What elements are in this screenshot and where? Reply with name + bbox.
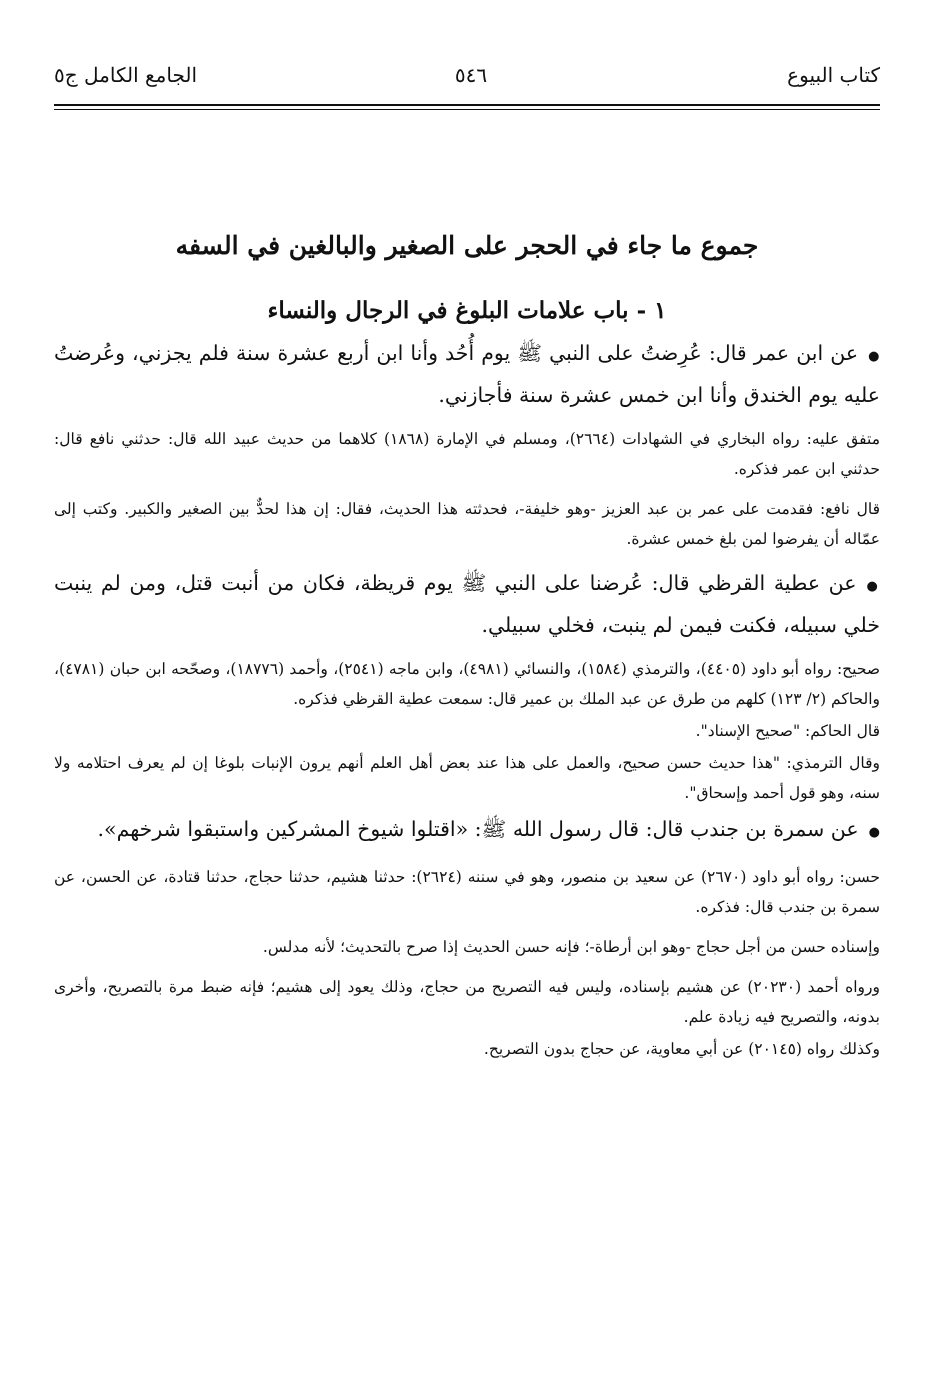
commentary-paragraph: قال نافع: فقدمت على عمر بن عبد العزيز -وهو خليفة-، فحدثته هذا الحديث، فقال: إن هذا لحدٌّ بين الصغير والكبير. وكتب إلى عمّاله أن يفرضوا لمن بلغ خمس عشرة.	[54, 500, 880, 548]
commentary-paragraph: وإسناده حسن من أجل حجاج -وهو ابن أرطاة-؛ فإنه حسن الحديث إذا صرح بالتحديث؛ لأنه مدلس.	[262, 938, 880, 956]
section-title: ١ - باب علامات البلوغ في الرجال والنساء	[267, 297, 667, 324]
commentary-paragraph: متفق عليه: رواه البخاري في الشهادات (٢٦٦٤)، ومسلم في الإمارة (١٨٦٨) كلاهما من حديث عبيد الله قال: حدثني نافع قال: حدثني ابن عمر فذكره.	[54, 430, 881, 478]
commentary-paragraph: ورواه أحمد (٢٠٢٣٠) عن هشيم بإسناده، وليس فيه التصريح من حجاج، وذلك يعود إلى هشيم؛ فإنه ضبط مرة بالتصريح، وأخرى بدونه، والتصريح فيه زيادة علم.	[54, 978, 880, 1026]
commentary-paragraph: وكذلك رواه (٢٠١٤٥) عن أبي معاوية، عن حجاج بدون التصريح.	[483, 1040, 880, 1058]
bullet-icon: ●	[868, 825, 880, 840]
hadith-text: عن ابن عمر قال: عُرِضتُ على النبي ﷺ يوم أُحُد وأنا ابن أربع عشرة سنة فلم يجزني، وعُرضتُ عليه يوم الخندق وأنا ابن خمس عشرة سنة فأجازني.	[54, 341, 880, 407]
header-rule-thin	[54, 109, 880, 110]
hadith-paragraph	[54, 564, 880, 644]
bullet-icon: ●	[866, 579, 881, 594]
hadith-text: عن عطية القرظي قال: عُرضنا على النبي ﷺ يوم قريظة، فكان من أنبت قتل، ومن لم ينبت خلي سبيله، فكنت فيمن لم ينبت، فخلي سبيلي.	[54, 571, 880, 637]
page-number: ٥٤٦	[454, 63, 488, 87]
running-header-book-title: كتاب البيوع	[787, 63, 880, 87]
commentary-paragraph: حسن: رواه أبو داود (٢٦٧٠) عن سعيد بن منصور، وهو في سننه (٢٦٢٤): حدثنا هشيم، حدثنا حجاج، حدثنا قتادة، عن الحسن، عن سمرة بن جندب قال: فذكره.	[54, 868, 880, 916]
commentary-paragraph: صحيح: رواه أبو داود (٤٤٠٥)، والترمذي (١٥٨٤)، والنسائي (٤٩٨١)، وابن ماجه (٢٥٤١)، وأحمد (١٨٧٧٦)، وصحّحه ابن حبان (٤٧٨١)، والحاكم (٢/ ١٢٣) كلهم من طرق عن عبد الملك بن عمير قال: سمعت عطية القرظي فذكره.	[54, 660, 881, 708]
chapter-title: جموع ما جاء في الحجر على الصغير والبالغين في السفه	[175, 231, 759, 260]
hadith-paragraph	[54, 334, 880, 414]
page-body	[54, 226, 880, 1066]
running-header-volume-title: الجامع الكامل ج٥	[54, 63, 198, 87]
bullet-icon: ●	[868, 349, 880, 364]
hadith-text: عن سمرة بن جندب قال: قال رسول الله ﷺ: «اقتلوا شيوخ المشركين واستبقوا شرخهم».	[97, 817, 859, 841]
header-rule-thick	[54, 104, 880, 106]
commentary-paragraph: قال الحاكم: "صحيح الإسناد".	[695, 722, 880, 740]
hadith-paragraph	[54, 810, 880, 852]
commentary-paragraph: وقال الترمذي: "هذا حديث حسن صحيح، والعمل على هذا عند بعض أهل العلم أنهم يرون الإنبات بلوغا إن لم يعرف احتلامه ولا سنه، وهو قول أحمد وإسحاق".	[54, 754, 880, 802]
